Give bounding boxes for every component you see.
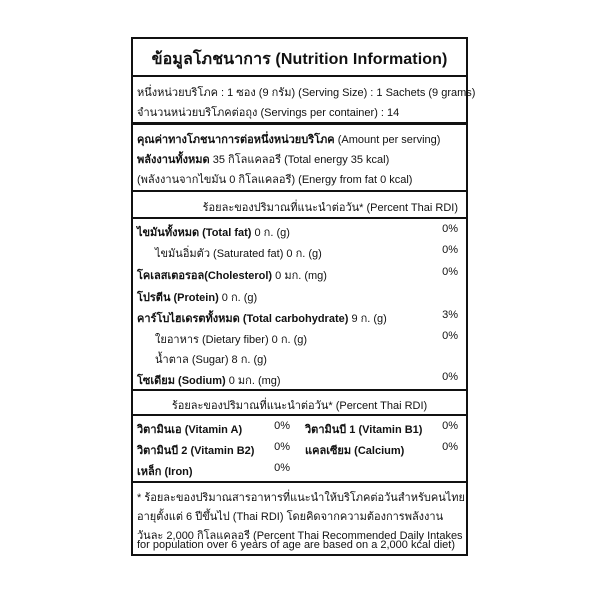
- nutrient-pct: 0%: [442, 244, 458, 256]
- nutrient-row-saturated-fat: [155, 244, 322, 262]
- vitamin-a-label: วิตามินเอ (Vitamin A): [137, 424, 243, 436]
- nutrient-row-total-fat: [137, 223, 290, 241]
- nutrient-pct: 0%: [442, 266, 458, 278]
- nutrition-panel: [131, 37, 476, 556]
- footnote-line: วันละ 2,000 กิโลแคลอรี (Percent Thai Recommended Daily Intakes: [137, 530, 463, 542]
- vitamin-b1-pct: 0%: [442, 420, 458, 432]
- energy-from-fat: (พลังงานจากไขมัน 0 กิโลแคลอรี) (Energy from fat 0 kcal): [137, 174, 413, 186]
- nutrient-row-sugar: [155, 350, 267, 368]
- nutrient-amount: 0 มก. (mg): [272, 270, 327, 282]
- nutrient-row-dietary-fiber: [155, 330, 307, 348]
- vitamins-header: ร้อยละของปริมาณที่แนะนำต่อวัน* (Percent Thai RDI): [171, 400, 428, 412]
- calcium-pct: 0%: [442, 441, 458, 453]
- nutrient-amount: 0 มก. (mg): [225, 375, 281, 387]
- nutrient-pct: 0%: [442, 371, 458, 383]
- divider-thick: [133, 122, 466, 125]
- nutrient-row-protein: [137, 288, 257, 306]
- vitamin-a-pct: 0%: [274, 420, 290, 432]
- nutrient-pct: 0%: [442, 330, 458, 342]
- amount-heading: [137, 130, 440, 148]
- nutrient-amount: ใยอาหาร (Dietary fiber) 0 ก. (g): [155, 334, 308, 346]
- nutrient-name: โคเลสเตอรอล(Cholesterol): [137, 270, 273, 282]
- nutrient-name: โปรตีน (Protein): [137, 292, 219, 304]
- calcium-label: แคลเซียม (Calcium): [305, 445, 405, 457]
- iron-pct: 0%: [274, 462, 290, 474]
- divider: [133, 481, 466, 483]
- nutrient-amount: น้ำตาล (Sugar) 8 ก. (g): [155, 354, 267, 366]
- divider: [133, 190, 466, 192]
- serving-size: หนึ่งหน่วยบริโภค : 1 ซอง (9 กรัม) (Serving Size) : 1 Sachets (9 grams): [137, 87, 476, 99]
- nutrient-row-carbohydrate: [137, 309, 387, 327]
- amount-heading-th: คุณค่าทางโภชนาการต่อหนึ่งหน่วยบริโภค: [137, 134, 335, 146]
- nutrient-row-cholesterol: [137, 266, 327, 284]
- rdi-header: ร้อยละของปริมาณที่แนะนำต่อวัน* (Percent Thai RDI): [202, 202, 458, 214]
- nutrient-name: ไขมันทั้งหมด (Total fat): [137, 227, 252, 239]
- divider: [133, 75, 466, 77]
- nutrient-row-sodium: [137, 371, 281, 389]
- panel-title: ข้อมูลโภชนาการ (Nutrition Information): [151, 51, 448, 68]
- total-energy-label: พลังงานทั้งหมด: [137, 154, 210, 166]
- total-energy: [137, 150, 389, 168]
- total-energy-value: 35 กิโลแคลอรี (Total energy 35 kcal): [209, 154, 390, 166]
- vitamin-b1-label: วิตามินบี 1 (Vitamin B1): [305, 424, 423, 436]
- divider: [133, 389, 466, 391]
- nutrient-amount: 0 ก. (g): [218, 292, 258, 304]
- nutrient-amount: ไขมันอิ่มตัว (Saturated fat) 0 ก. (g): [155, 248, 322, 260]
- divider: [133, 414, 466, 416]
- nutrient-name: โซเดียม (Sodium): [137, 375, 226, 387]
- servings-per-container: จำนวนหน่วยบริโภคต่อถุง (Servings per container) : 14: [137, 107, 400, 119]
- footnote-line: for population over 6 years of age are based on a 2,000 kcal diet): [137, 539, 455, 551]
- vitamin-b2-pct: 0%: [274, 441, 290, 453]
- iron-label: เหล็ก (Iron): [137, 466, 193, 478]
- nutrient-pct: 3%: [442, 309, 458, 321]
- nutrient-pct: 0%: [442, 223, 458, 235]
- nutrient-name: คาร์โบไฮเดรตทั้งหมด (Total carbohydrate): [137, 313, 349, 325]
- divider: [133, 217, 466, 219]
- footnote-line: อายุตั้งแต่ 6 ปีขึ้นไป (Thai RDI) โดยคิดจากความต้องการพลังงาน: [137, 511, 444, 523]
- footnote-line: * ร้อยละของปริมาณสารอาหารที่แนะนำให้บริโภคต่อวันสำหรับคนไทย: [137, 492, 465, 504]
- vitamin-b2-label: วิตามินบี 2 (Vitamin B2): [137, 445, 255, 457]
- nutrient-amount: 9 ก. (g): [348, 313, 387, 325]
- amount-heading-en: (Amount per serving): [334, 134, 441, 146]
- nutrient-amount: 0 ก. (g): [251, 227, 290, 239]
